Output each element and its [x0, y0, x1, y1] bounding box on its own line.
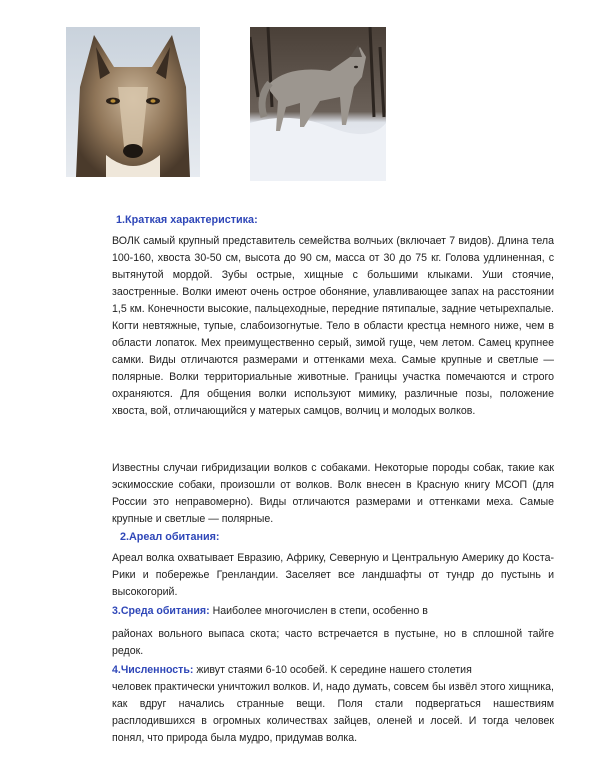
section1-paragraph2: Известны случаи гибридизации волков с собаками. Некоторые породы собак, такие как эскимосские собаки, произошли от волков. Волк внесен в Красную книгу МСОП (для России это неправомерно). Виды отличаются размерами и оттенками меха. Самые крупные и светлые — полярные.: [112, 462, 554, 525]
section4-label: 4.Численность:: [112, 664, 194, 676]
section2-paragraph: Ареал волка охватывает Евразию, Африку, Северную и Центральную Америку до Коста-Рики и побережье Гренландии. Заселяет все ландшафты от тундр до пустынь и высокогорий.: [112, 552, 554, 598]
section1-paragraph1: ВОЛК самый крупный представитель семейства волчьих (включает 7 видов). Длина тела 100-160, хвоста 30-50 см, высота до 90 см, масса от 30 до 75 кг. Голова удлиненная, с вытянутой мордой. Зубы острые, хищные с большими клыками. Уши стоячие, заостренные. Волки имеют очень острое обоняние, улавливающее запах на расстоянии 1,5 км. Конечности высокие, пальцеходные, передние пятипалые, задние четырехпалые. Когти невтяжные, тупые, слабоизогнутые. Тело в области крестца немного ниже, чем в области лопаток. Мех преимущественно серый, зимой гуще, чем летом. Самец крупнее самки. Виды отличаются размерами и оттенками меха. Самые крупные и светлые — полярные. Волки территориальные животные. Границы участка помечаются и строго охраняются. Для общения волки используют мимику, различные позы, положение хвоста, вой, отличающийся у матерых самцов, волчиц и молодых волков.: [112, 235, 554, 417]
section1-heading: 1.Краткая характеристика:: [116, 214, 258, 226]
section2-heading: 2.Ареал обитания:: [120, 531, 220, 543]
wolf-in-snow-photo-icon: [250, 27, 386, 181]
section3-label: 3.Среда обитания:: [112, 605, 210, 617]
section4-first-line: живут стаями 6-10 особей. К середине нашего столетия: [196, 664, 472, 676]
wolf-standing-image: [250, 27, 386, 181]
section4-paragraph: человек практически уничтожил волков. И, надо думать, совсем бы извёл этого хищника, как вдруг начались странные вещи. Поля стали подвергаться нашествиям расплодившихся в огромных количествах зайцев, оленей и лосей. И тогда человек понял, что природа была мудро, придумав волка.: [112, 681, 554, 744]
wolf-portrait-photo-icon: [66, 27, 200, 177]
wolf-portrait-image: [66, 27, 200, 177]
section3-first-line: Наиболее многочислен в степи, особенно в: [212, 605, 428, 617]
section4-line1: [112, 662, 554, 679]
section3-paragraph: районах вольного выпаса скота; часто встречается в пустыне, но в сплошной тайге редок.: [112, 628, 554, 657]
section3-line1: [112, 603, 554, 620]
